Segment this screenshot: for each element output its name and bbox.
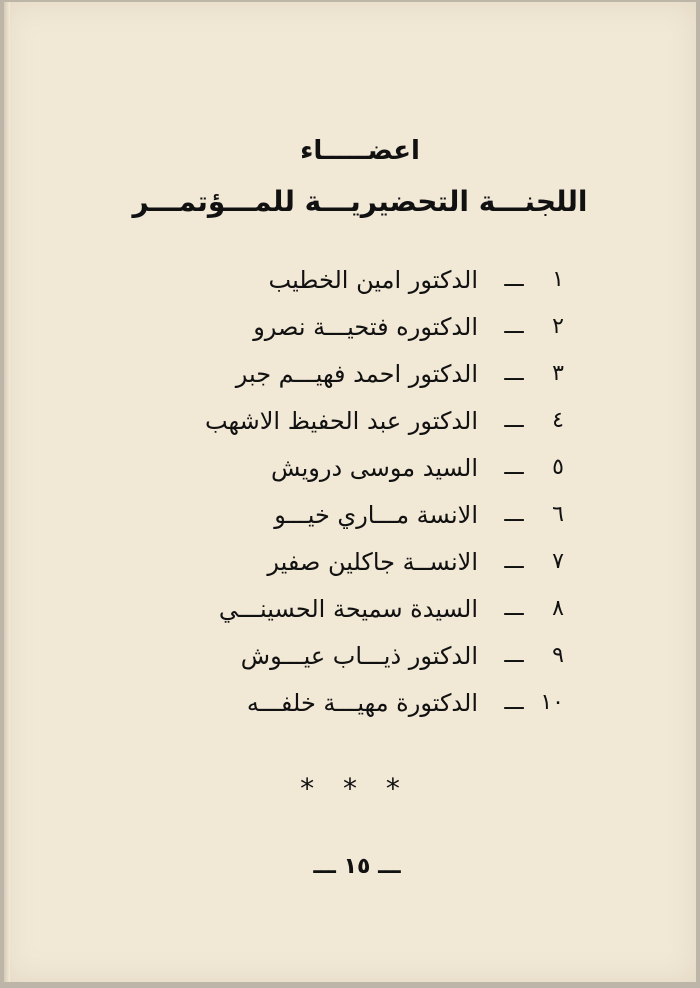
list-item	[205, 538, 564, 585]
item-number: ٧	[552, 549, 564, 574]
member-name: الانســة جاكلين صفير	[267, 547, 478, 576]
item-dash: ـــ	[504, 267, 524, 292]
list-item	[205, 585, 564, 632]
page-number: ـــ ١٥ ـــ	[313, 854, 401, 879]
list-item	[205, 350, 564, 397]
item-number: ٩	[552, 643, 564, 668]
member-name: الدكتوره فتحيـــة نصرو	[253, 312, 478, 341]
list-item	[205, 444, 564, 491]
heading-members: اعضـــــاء	[300, 136, 420, 166]
member-name: الدكتور ذيـــاب عيـــوش	[240, 641, 478, 670]
member-name: الدكتور احمد فهيـــم جبر	[235, 359, 478, 388]
member-name: الدكتور امين الخطيب	[268, 265, 478, 294]
item-dash: ـــ	[504, 502, 524, 527]
item-dash: ـــ	[504, 643, 524, 668]
item-dash: ـــ	[504, 596, 524, 621]
list-item	[205, 397, 564, 444]
item-number: ٤	[552, 408, 564, 433]
item-number: ٢	[552, 314, 564, 339]
member-name: الدكتور عبد الحفيظ الاشهب	[204, 406, 478, 435]
item-dash: ـــ	[504, 690, 524, 715]
document-page	[4, 2, 696, 982]
member-list	[205, 256, 564, 726]
member-name: الدكتورة مهيـــة خلفـــه	[246, 688, 478, 717]
item-dash: ـــ	[504, 549, 524, 574]
list-item	[205, 256, 564, 303]
heading-preparatory-committee: اللجنـــة التحضيريـــة للمـــؤتمـــر	[132, 185, 588, 218]
list-item	[205, 303, 564, 350]
item-number: ١	[552, 267, 564, 292]
member-name: السيد موسى درويش	[271, 453, 478, 482]
item-number: ١٠	[540, 690, 564, 715]
item-number: ٦	[552, 502, 564, 527]
item-number: ٣	[552, 361, 564, 386]
item-number: ٨	[552, 596, 564, 621]
item-dash: ـــ	[504, 361, 524, 386]
asterism-ornament: * * *	[300, 772, 410, 805]
item-dash: ـــ	[504, 408, 524, 433]
item-number: ٥	[552, 455, 564, 480]
member-name: الانسة مـــاري خيـــو	[274, 500, 478, 529]
list-item	[205, 491, 564, 538]
list-item	[205, 632, 564, 679]
member-name: السيدة سميحة الحسينـــي	[218, 594, 478, 623]
item-dash: ـــ	[504, 314, 524, 339]
list-item	[205, 679, 564, 726]
item-dash: ـــ	[504, 455, 524, 480]
